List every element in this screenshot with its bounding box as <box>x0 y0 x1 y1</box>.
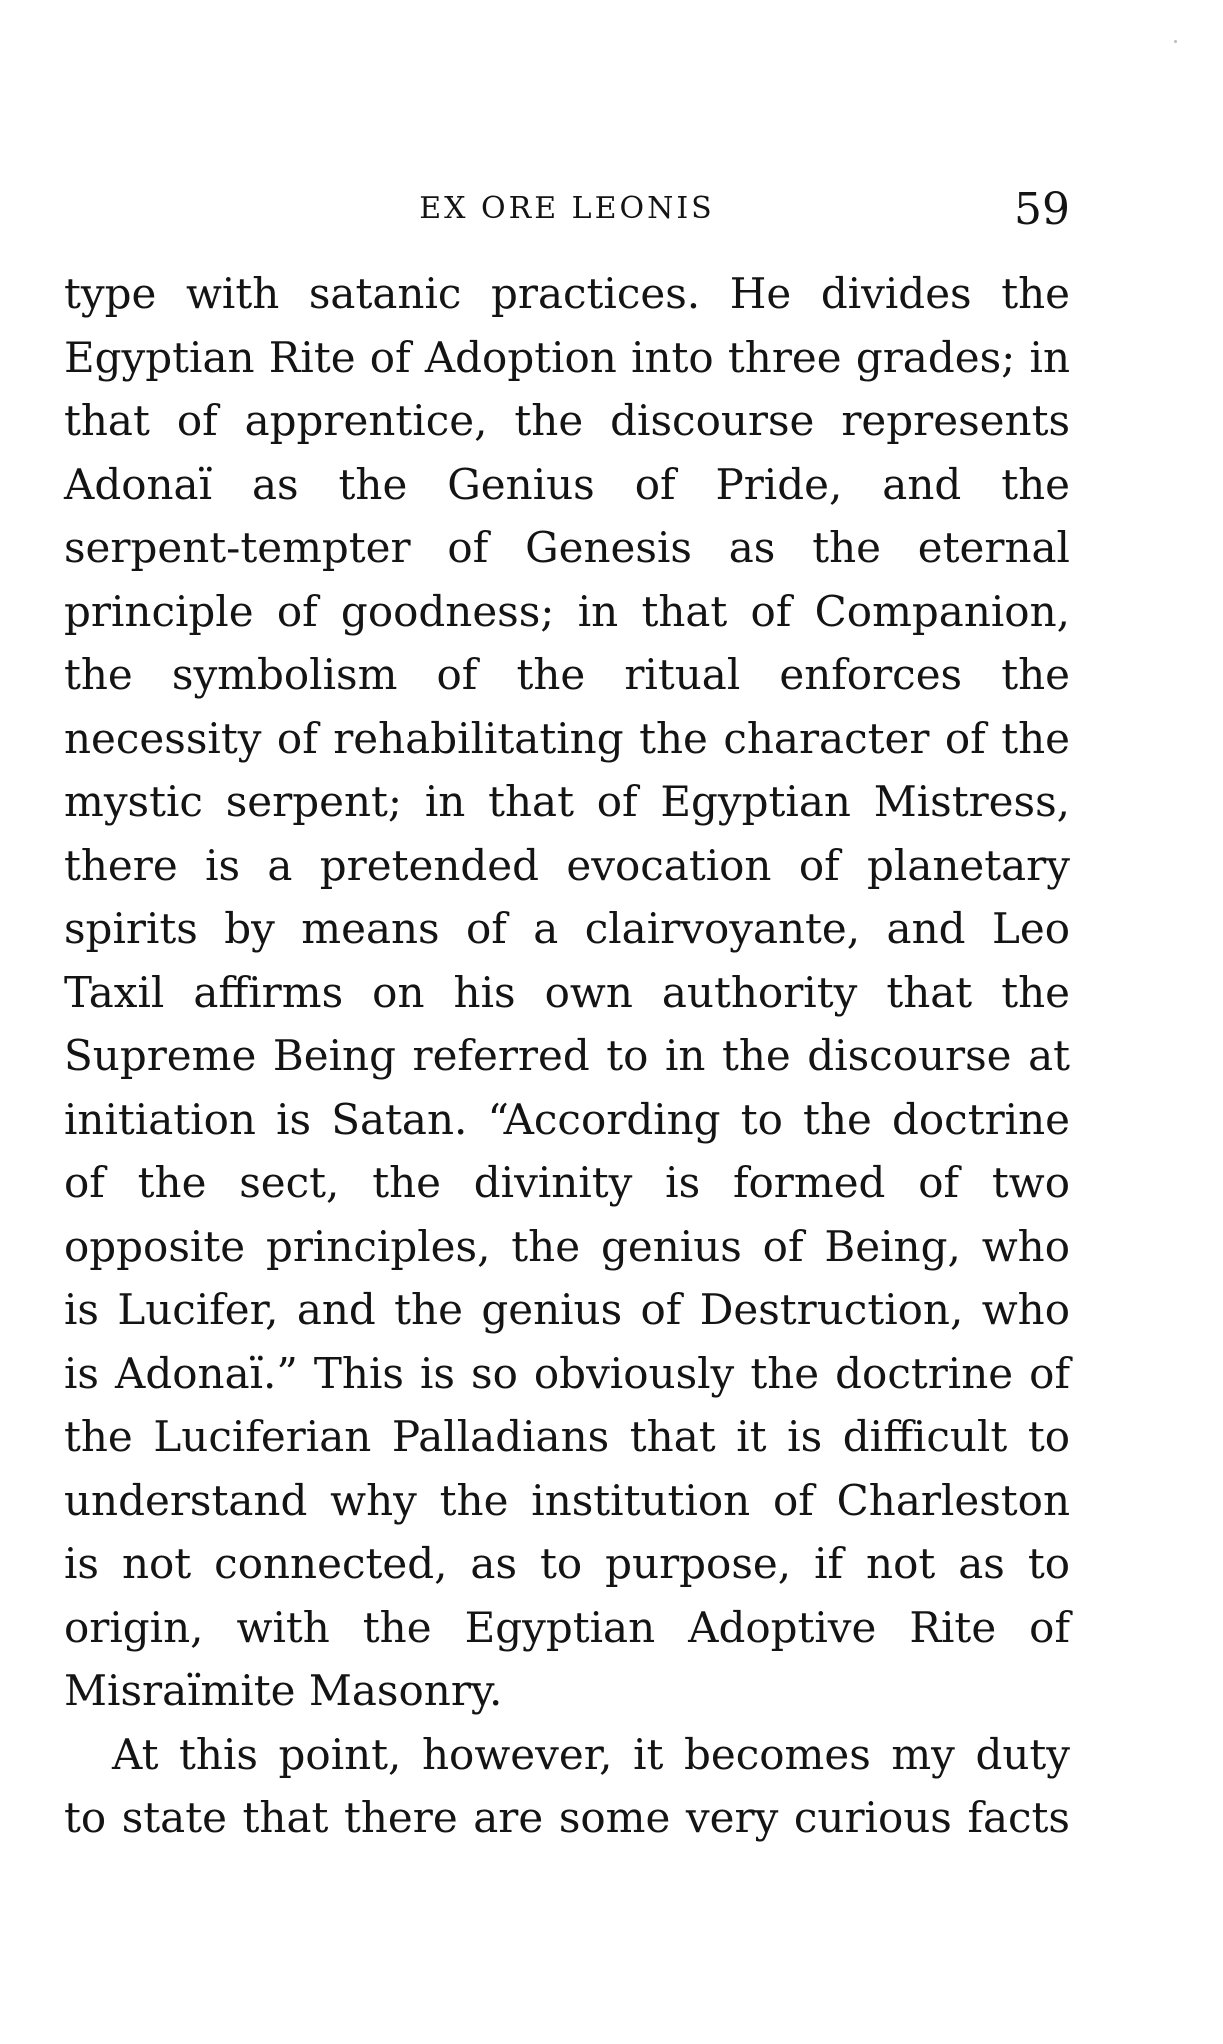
running-title: EX ORE LEONIS <box>419 191 715 226</box>
paragraph-continued: type with satanic practices. He divides the Egyptian Rite of Adoption into three grades; in that of apprentice, the discourse represents Adonaï as the Genius of Pride, and the serpent-tempter of Genesis as the eternal principle of goodness; in that of Companion, the symbolism of the ritual enforces the necessity of rehabilitating the character of the mystic serpent; in that of Egyptian Mistress, there is a pretended evocation of planetary spirits by means of a clairvoyante, and Leo Taxil affirms on his own authority that the Supreme Being referred to in the discourse at initiation is Satan. “According to the doctrine of the sect, the divinity is formed of two opposite principles, the genius of Being, who is Lucifer, and the genius of Destruction, who is Adonaï.” This is so obviously the doctrine of the Luciferian Palladians that it is difficult to understand why the institution of Charleston is not connected, as to purpose, if not as to origin, with the Egyptian Adoptive Rite of Misraïmite Masonry. <box>64 269 1070 1715</box>
page-header <box>64 184 1070 238</box>
page-number: 59 <box>1014 184 1070 235</box>
scan-speck <box>1174 40 1177 43</box>
paragraph-new: At this point, however, it becomes my duty to state that there are some very curious facts <box>64 1729 1070 1842</box>
body-text <box>64 262 1070 1850</box>
